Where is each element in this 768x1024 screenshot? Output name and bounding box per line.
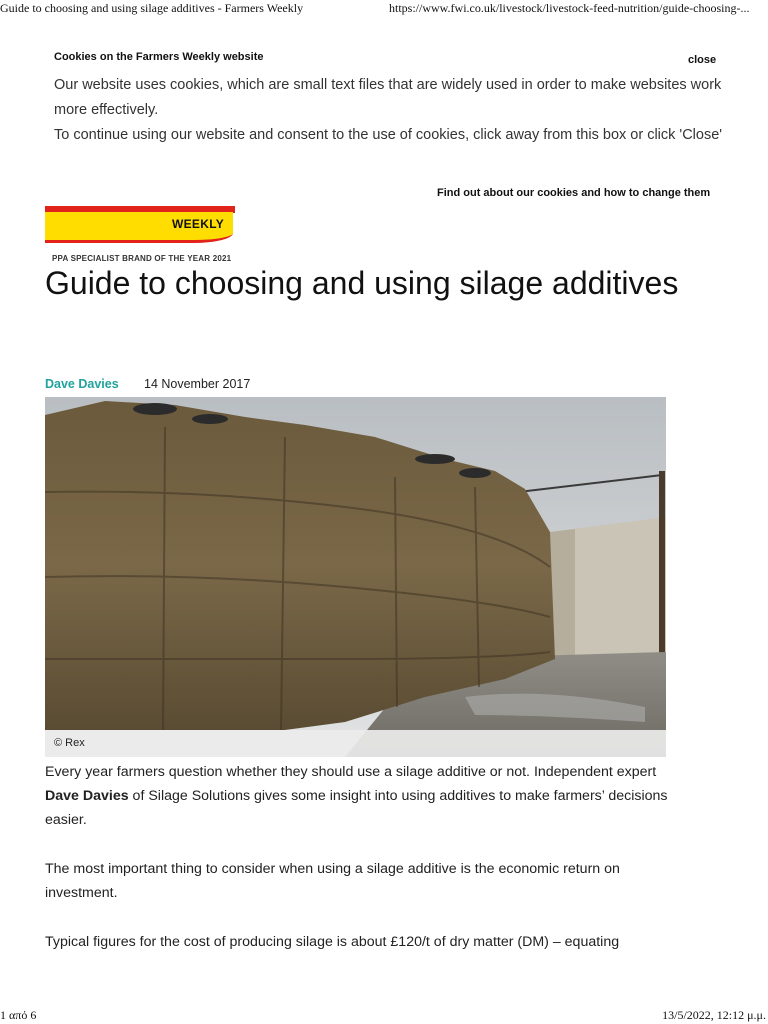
cookie-policy-link[interactable]: Find out about our cookies and how to change them xyxy=(437,187,711,199)
publish-date: 14 November 2017 xyxy=(144,377,251,391)
image-caption: © Rex xyxy=(54,737,85,749)
intro-text-continued: of Silage Solutions gives some insight into using additives to make farmers’ decisions easier. xyxy=(45,788,668,828)
print-page-title: Guide to choosing and using silage additives - Farmers Weekly xyxy=(0,1,304,15)
print-header xyxy=(0,0,768,18)
intro-text: Every year farmers question whether they should use a silage additive or not. Independent expert xyxy=(45,764,657,780)
silage-clamp-photo xyxy=(45,397,666,757)
cookie-close-button[interactable]: close xyxy=(688,54,717,66)
print-footer xyxy=(0,1008,768,1024)
cookie-paragraph: To continue using our website and consent to the use of cookies, click away from this box or click 'Close' xyxy=(54,127,723,143)
article-headline: Guide to choosing and using silage additives xyxy=(45,265,679,301)
article-paragraph: Typical figures for the cost of producing silage is about £120/t of dry matter (DM) – equating xyxy=(45,934,620,950)
article-paragraph: The most important thing to consider when using a silage additive is the economic return on investment. xyxy=(45,861,620,901)
print-page-url: https://www.fwi.co.uk/livestock/livestock-feed-nutrition/guide-choosing-... xyxy=(389,1,750,15)
author-link[interactable]: Dave Davies xyxy=(45,377,119,391)
cookie-banner-title: Cookies on the Farmers Weekly website xyxy=(54,51,264,63)
award-tagline: PPA SPECIALIST BRAND OF THE YEAR 2021 xyxy=(52,254,232,263)
article-body xyxy=(45,760,675,979)
article-hero-image xyxy=(45,397,666,757)
cookie-paragraph: Our website uses cookies, which are small text files that are widely used in order to make websites work more effectively. xyxy=(54,77,722,118)
page-counter: 1 από 6 xyxy=(0,1008,37,1022)
image-caption-bar xyxy=(45,730,666,757)
print-timestamp: 13/5/2022, 12:12 μ.μ. xyxy=(662,1008,766,1022)
farmers-weekly-logo[interactable] xyxy=(45,206,235,244)
article-paragraph xyxy=(45,760,675,832)
logo-wordmark: WEEKLY xyxy=(172,217,225,231)
article-byline xyxy=(45,377,251,391)
cookie-banner-text xyxy=(54,73,734,148)
expert-name: Dave Davies xyxy=(45,788,129,804)
